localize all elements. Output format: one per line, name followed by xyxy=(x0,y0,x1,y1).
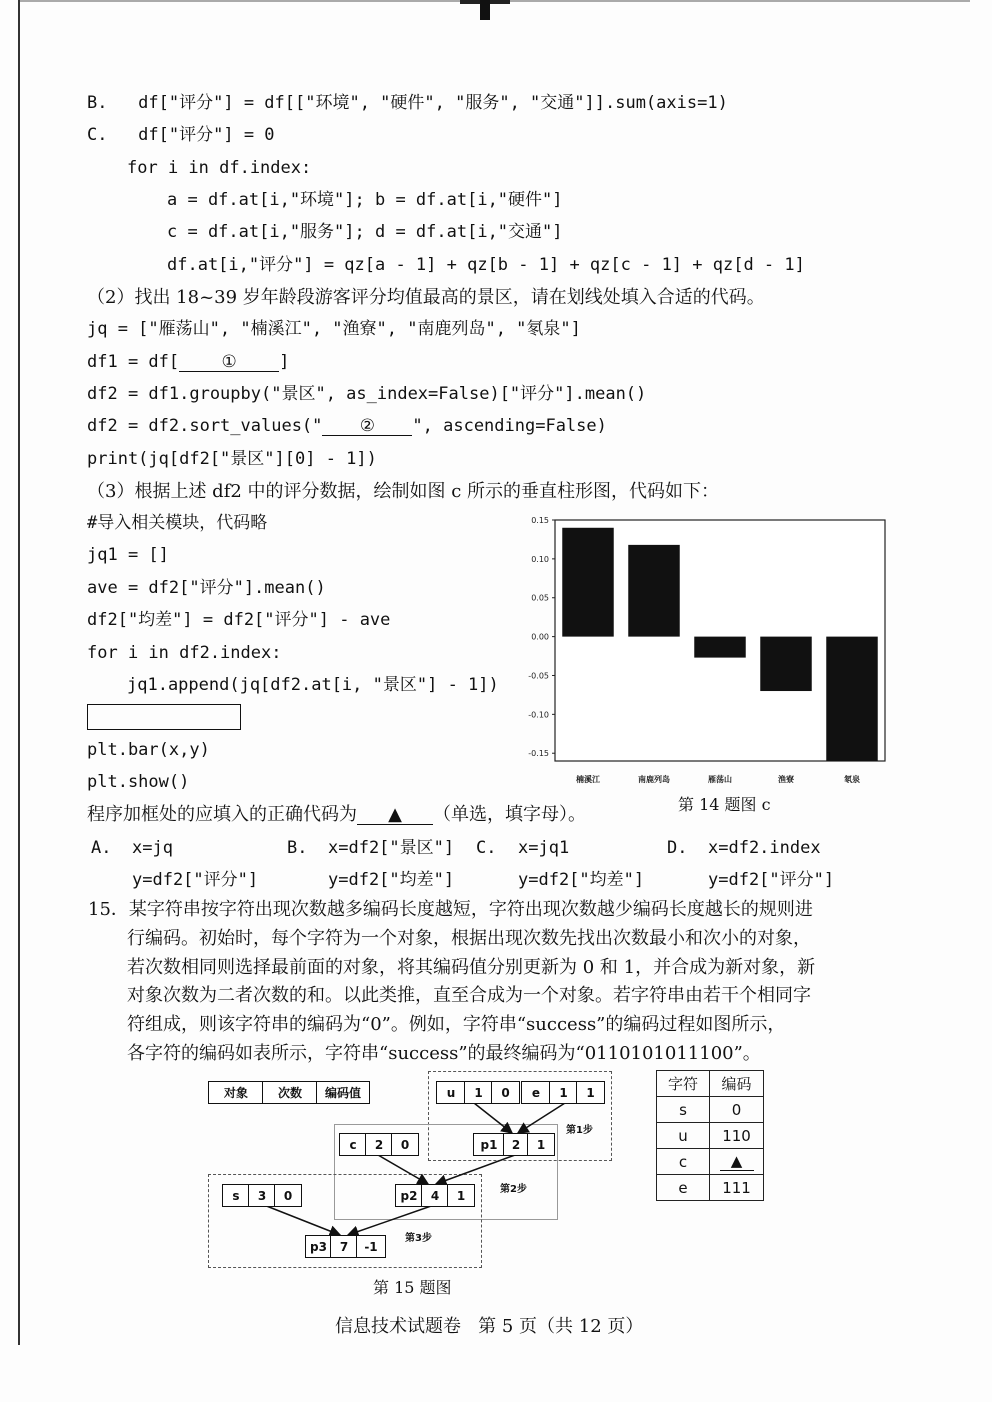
legend-count: 次数 xyxy=(262,1081,318,1104)
code-plt-bar: plt.bar(x,y) xyxy=(87,740,210,760)
blank-2: ② xyxy=(322,418,412,436)
question-3-text: （3）根据上述 df2 中的评分数据，绘制如图 c 所示的垂直柱形图，代码如下： xyxy=(87,481,720,502)
code-jq1: jq1 = [] xyxy=(87,545,169,565)
page-footer: 信息技术试题卷 第 5 页（共 12 页） xyxy=(335,1316,644,1337)
node-p2-count: 4 xyxy=(421,1184,449,1207)
y-tick-label: -0.15 xyxy=(528,749,549,759)
option-y-line: y=df2["评分"] xyxy=(132,870,259,890)
node-s-count: 3 xyxy=(248,1184,276,1207)
answer-blank: ▲ xyxy=(357,806,433,825)
code-ave: ave = df2["评分"].mean() xyxy=(87,578,326,598)
node-p3-count: 7 xyxy=(330,1235,358,1258)
figure-14-caption: 第 14 题图 c xyxy=(678,795,771,814)
answer-prompt-text: 程序加框处的应填入的正确代码为 xyxy=(87,804,357,825)
y-tick-label: 0.15 xyxy=(531,516,549,525)
code-print: print(jq[df2["景区"][0] - 1]) xyxy=(87,449,377,469)
option-x-line: x=jq xyxy=(132,838,173,858)
node-s-code: 0 xyxy=(274,1184,302,1207)
node-c-object: c xyxy=(339,1133,367,1156)
char-cell: s xyxy=(657,1097,710,1123)
step-2-label: 第2步 xyxy=(500,1184,527,1195)
code-table-header xyxy=(657,1071,764,1097)
option-y-line: y=df2["评分"] xyxy=(708,870,835,890)
node-p2-code: 1 xyxy=(447,1184,475,1207)
code-df1-end: ] xyxy=(279,352,290,372)
code-option-c-line5: df.at[i,"评分"] = qz[a - 1] + qz[b - 1] + qz[c - 1] + qz[d - 1] xyxy=(167,255,805,275)
code-cell: 111 xyxy=(710,1175,764,1201)
node-c-code: 0 xyxy=(391,1133,419,1156)
option-y-line: y=df2["均差"] xyxy=(328,870,455,890)
y-tick-label: -0.05 xyxy=(528,671,549,681)
code-jq: jq = ["雁荡山", "楠溪江", "渔寮", "南鹿列岛", "氡泉"] xyxy=(87,319,581,339)
code-groupby: df2 = df1.groupby("景区", as_index=False)["评分"].mean() xyxy=(87,384,647,404)
code-cell xyxy=(710,1149,764,1175)
question-15-line: 行编码。初始时，每个字符为一个对象，根据出现次数先找出次数最小和次小的对象， xyxy=(127,927,811,949)
question-15-line: 15．某字符串按字符出现次数越多编码长度越短，字符出现次数越少编码长度越长的规则进 xyxy=(88,899,813,920)
code-option-c-line4: c = df.at[i,"服务"]; d = df.at[i,"交通"] xyxy=(167,222,563,242)
option-letter: B. xyxy=(287,838,308,858)
question-15-line: 对象次数为二者次数的和。以此类推，直至合成为一个对象。若字符串由若干个相同字 xyxy=(127,985,811,1007)
option-y-line: y=df2["均差"] xyxy=(518,870,645,890)
char-cell: c xyxy=(657,1149,710,1175)
question-15-line: 各字符的编码如表所示，字符串“success”的最终编码为“0110101011100”。 xyxy=(127,1043,761,1064)
figure-15-caption: 第 15 题图 xyxy=(373,1278,452,1297)
node-u-object: u xyxy=(436,1081,466,1104)
code-sort-end: ", ascending=False) xyxy=(412,416,607,436)
option-letter: C. xyxy=(476,838,497,858)
option-x-line: x=df2["景区"] xyxy=(328,838,455,858)
node-e-code: 1 xyxy=(576,1081,605,1104)
y-tick-label: 0.00 xyxy=(531,632,549,642)
step-3-label: 第3步 xyxy=(405,1233,432,1244)
legend-code-value: 编码值 xyxy=(316,1081,370,1104)
code-cell: 0 xyxy=(710,1097,764,1123)
code-option-c-line3: a = df.at[i,"环境"]; b = df.at[i,"硬件"] xyxy=(167,190,563,210)
code-option-b: B. df["评分"] = df[["环境", "硬件", "服务", "交通"]].sum(axis=1) xyxy=(87,93,728,113)
code-df1-start: df1 = df[ xyxy=(87,352,180,372)
code-cell: 110 xyxy=(710,1123,764,1149)
node-c-count: 2 xyxy=(365,1133,393,1156)
char-cell: e xyxy=(657,1175,710,1201)
option-letter: D. xyxy=(667,838,688,858)
y-tick-label: 0.05 xyxy=(531,593,549,603)
legend-object: 对象 xyxy=(208,1081,264,1104)
table-row xyxy=(657,1175,764,1201)
x-tick-label: 楠溪江 xyxy=(576,775,600,784)
x-tick-label: 南鹿列岛 xyxy=(638,775,670,784)
node-p3-code: -1 xyxy=(356,1235,386,1258)
step-1-label: 第1步 xyxy=(566,1125,593,1136)
y-tick-label: -0.10 xyxy=(528,710,549,720)
table-row xyxy=(657,1123,764,1149)
node-p1-count: 2 xyxy=(503,1133,529,1156)
node-p1-object: p1 xyxy=(473,1133,505,1156)
code-for-loop: for i in df2.index: xyxy=(87,643,282,663)
code-plt-show: plt.show() xyxy=(87,772,190,792)
char-cell: u xyxy=(657,1123,710,1149)
x-tick-label: 氡泉 xyxy=(844,775,860,784)
code-option-c-line2: for i in df.index: xyxy=(127,158,312,178)
y-tick-label: 0.10 xyxy=(531,554,549,564)
code-blank: ▲ xyxy=(720,1152,754,1171)
node-e-object: e xyxy=(521,1081,551,1104)
node-p1-code: 1 xyxy=(527,1133,555,1156)
answer-prompt-suffix: （单选，填字母）。 xyxy=(433,804,586,825)
x-tick-label: 雁荡山 xyxy=(708,775,732,784)
node-p3-object: p3 xyxy=(305,1235,332,1258)
node-p2-object: p2 xyxy=(395,1184,423,1207)
node-s-object: s xyxy=(222,1184,250,1207)
option-x-line: x=df2.index xyxy=(708,838,821,858)
code-option-c-line1: C. df["评分"] = 0 xyxy=(87,125,275,145)
header-code: 编码 xyxy=(710,1071,764,1097)
table-row xyxy=(657,1149,764,1175)
blank-1: ① xyxy=(179,354,279,372)
node-u-count: 1 xyxy=(464,1081,493,1104)
code-append: jq1.append(jq[df2.at[i, "景区"] - 1]) xyxy=(127,675,499,695)
code-junchai: df2["均差"] = df2["评分"] - ave xyxy=(87,610,391,630)
question-15-line: 若次数相同则选择最前面的对象，将其编码值分别更新为 0 和 1，并合成为新对象，新 xyxy=(127,956,816,978)
question-2-text: （2）找出 18~39 岁年龄段游客评分均值最高的景区，请在划线处填入合适的代码。 xyxy=(87,287,765,308)
code-import-comment: #导入相关模块，代码略 xyxy=(87,513,268,533)
option-letter: A. xyxy=(91,838,112,858)
code-table xyxy=(656,1070,764,1201)
node-e-count: 1 xyxy=(549,1081,578,1104)
table-row xyxy=(657,1097,764,1123)
code-sort-start: df2 = df2.sort_values(" xyxy=(87,416,323,436)
x-tick-label: 渔寮 xyxy=(778,775,794,784)
option-x-line: x=jq1 xyxy=(518,838,570,858)
node-u-code: 0 xyxy=(491,1081,520,1104)
question-15-line: 符组成，则该字符串的编码为“0”。例如，字符串“success”的编码过程如图所示， xyxy=(127,1014,786,1036)
header-char: 字符 xyxy=(657,1071,710,1097)
